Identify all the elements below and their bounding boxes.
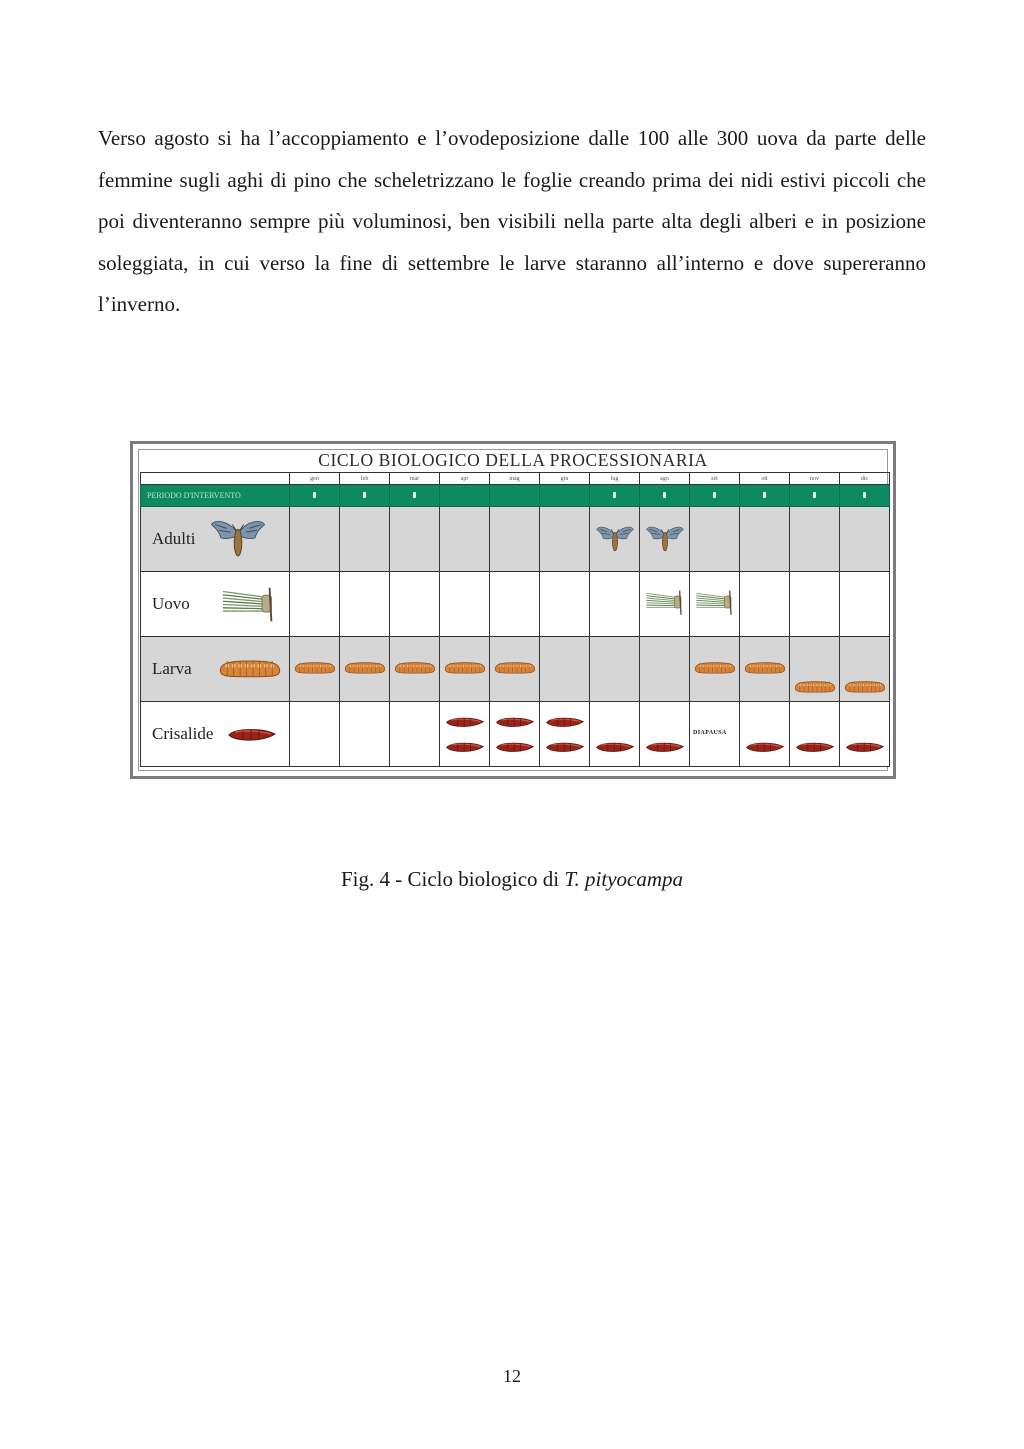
month-header-lug: lug [590, 473, 640, 485]
intervention-cell-lug [590, 485, 640, 507]
month-header-mag: mag [490, 473, 540, 485]
intervention-cell-mar [390, 485, 440, 507]
cell-larva-ago [640, 637, 690, 702]
cell-adulti-mag [490, 507, 540, 572]
pupa-icon [495, 716, 535, 734]
pupa-icon [545, 741, 585, 759]
intervention-period-label: PERIODO D'INTERVENTO [141, 485, 290, 507]
moth-icon [645, 524, 685, 558]
cell-larva-lug [590, 637, 640, 702]
page-number: 12 [503, 1366, 521, 1386]
intervention-marker [413, 492, 416, 498]
cell-larva-ott [740, 637, 790, 702]
month-header-gen: gen [290, 473, 340, 485]
cell-adulti-apr [440, 507, 490, 572]
cell-adulti-set [690, 507, 740, 572]
cell-adulti-nov [790, 507, 840, 572]
pupa-icon [495, 741, 535, 759]
stage-row-larva [141, 637, 890, 702]
month-header-apr: apr [440, 473, 490, 485]
stage-row-crisalide [141, 702, 890, 767]
intervention-marker [713, 492, 716, 498]
cell-crisalide-mag [490, 702, 540, 767]
cell-larva-set [690, 637, 740, 702]
cell-uovo-mar [390, 572, 440, 637]
intervention-marker [313, 492, 316, 498]
month-header-mar: mar [390, 473, 440, 485]
cell-uovo-apr [440, 572, 490, 637]
diapause-note: DIAPAUSA [693, 730, 727, 736]
stage-label-cell [141, 507, 290, 572]
cell-adulti-ago [640, 507, 690, 572]
cell-larva-nov [790, 637, 840, 702]
month-header-feb: feb [340, 473, 390, 485]
cell-larva-feb [340, 637, 390, 702]
caterpillar-icon [217, 657, 283, 684]
cell-adulti-giu [540, 507, 590, 572]
cell-adulti-ott [740, 507, 790, 572]
pine-needles-eggs-icon [695, 588, 735, 621]
cell-crisalide-giu [540, 702, 590, 767]
month-header-corner [141, 473, 290, 485]
cell-crisalide-apr [440, 702, 490, 767]
month-header-giu: giu [540, 473, 590, 485]
pupa-icon [445, 741, 485, 759]
cell-crisalide-set [690, 702, 740, 767]
pupa-icon [595, 741, 635, 759]
intervention-cell-apr [440, 485, 490, 507]
pine-needles-eggs-icon [221, 584, 277, 628]
caterpillar-icon [443, 660, 487, 680]
cell-crisalide-ago [640, 702, 690, 767]
stage-name: Crisalide [152, 724, 214, 743]
intervention-marker [663, 492, 666, 498]
caterpillar-icon [393, 660, 437, 680]
cell-crisalide-lug [590, 702, 640, 767]
month-header-nov: nov [790, 473, 840, 485]
life-cycle-table [140, 472, 890, 767]
caterpillar-icon [843, 679, 887, 699]
figure-caption [0, 867, 1024, 892]
cell-uovo-nov [790, 572, 840, 637]
pupa-icon [227, 727, 277, 748]
intervention-cell-giu [540, 485, 590, 507]
caterpillar-icon [793, 679, 837, 699]
cell-larva-mag [490, 637, 540, 702]
stage-label-cell [141, 637, 290, 702]
stage-row-uovo [141, 572, 890, 637]
cell-uovo-mag [490, 572, 540, 637]
body-paragraph: Verso agosto si ha l’accoppiamento e l’ovodeposizione dalle 100 alle 300 uova da parte delle femmine sugli aghi di pino che scheletrizzano le foglie creando prima dei nidi estivi piccoli che poi diventeranno sempre più voluminosi, ben visibili nella parte alta degli alberi e in posizione soleggiata, in cui verso la fine di settembre le larve staranno all’interno e dove supereranno l’inverno. [98, 126, 926, 316]
cell-larva-apr [440, 637, 490, 702]
stage-name: Uovo [152, 594, 190, 613]
pupa-icon [745, 741, 785, 759]
cell-adulti-dic [840, 507, 890, 572]
month-header-row [141, 473, 890, 485]
cell-uovo-ago [640, 572, 690, 637]
caterpillar-icon [743, 660, 787, 680]
cell-uovo-feb [340, 572, 390, 637]
cell-larva-gen [290, 637, 340, 702]
intervention-marker [613, 492, 616, 498]
caption-prefix: Fig. 4 - Ciclo biologico di [340, 867, 565, 891]
intervention-marker [863, 492, 866, 498]
pupa-icon [445, 716, 485, 734]
cell-crisalide-feb [340, 702, 390, 767]
life-cycle-figure [130, 441, 896, 779]
intervention-cell-mag [490, 485, 540, 507]
month-header-set: set [690, 473, 740, 485]
cell-larva-dic [840, 637, 890, 702]
cell-larva-mar [390, 637, 440, 702]
cell-uovo-giu [540, 572, 590, 637]
intervention-cell-set [690, 485, 740, 507]
month-header-dic: dic [840, 473, 890, 485]
cell-crisalide-dic [840, 702, 890, 767]
figure-title: CICLO BIOLOGICO DELLA PROCESSIONARIA [318, 450, 708, 470]
cell-adulti-feb [340, 507, 390, 572]
pupa-icon [845, 741, 885, 759]
moth-icon [209, 517, 267, 564]
stage-row-adulti [141, 507, 890, 572]
month-header-ott: ott [740, 473, 790, 485]
intervention-marker [363, 492, 366, 498]
stage-name: Adulti [152, 529, 196, 548]
cell-adulti-lug [590, 507, 640, 572]
stage-label-cell [141, 702, 290, 767]
intervention-marker [763, 492, 766, 498]
caption-species: T. pityocampa [564, 867, 684, 891]
cell-adulti-gen [290, 507, 340, 572]
stage-name: Larva [152, 659, 192, 678]
caterpillar-icon [293, 660, 337, 680]
caterpillar-icon [693, 660, 737, 680]
pupa-icon [645, 741, 685, 759]
cell-crisalide-mar [390, 702, 440, 767]
cell-uovo-gen [290, 572, 340, 637]
cell-crisalide-nov [790, 702, 840, 767]
stage-label-cell [141, 572, 290, 637]
cell-uovo-lug [590, 572, 640, 637]
cell-uovo-ott [740, 572, 790, 637]
cell-larva-giu [540, 637, 590, 702]
cell-adulti-mar [390, 507, 440, 572]
pupa-icon [545, 716, 585, 734]
cell-uovo-dic [840, 572, 890, 637]
intervention-period-row [141, 485, 890, 507]
cell-crisalide-gen [290, 702, 340, 767]
intervention-cell-gen [290, 485, 340, 507]
month-header-ago: ago [640, 473, 690, 485]
intervention-cell-dic [840, 485, 890, 507]
intervention-cell-feb [340, 485, 390, 507]
intervention-cell-ago [640, 485, 690, 507]
moth-icon [595, 524, 635, 558]
caterpillar-icon [493, 660, 537, 680]
intervention-cell-nov [790, 485, 840, 507]
intervention-marker [813, 492, 816, 498]
intervention-cell-ott [740, 485, 790, 507]
pine-needles-eggs-icon [645, 588, 685, 621]
caterpillar-icon [343, 660, 387, 680]
cell-crisalide-ott [740, 702, 790, 767]
cell-uovo-set [690, 572, 740, 637]
pupa-icon [795, 741, 835, 759]
